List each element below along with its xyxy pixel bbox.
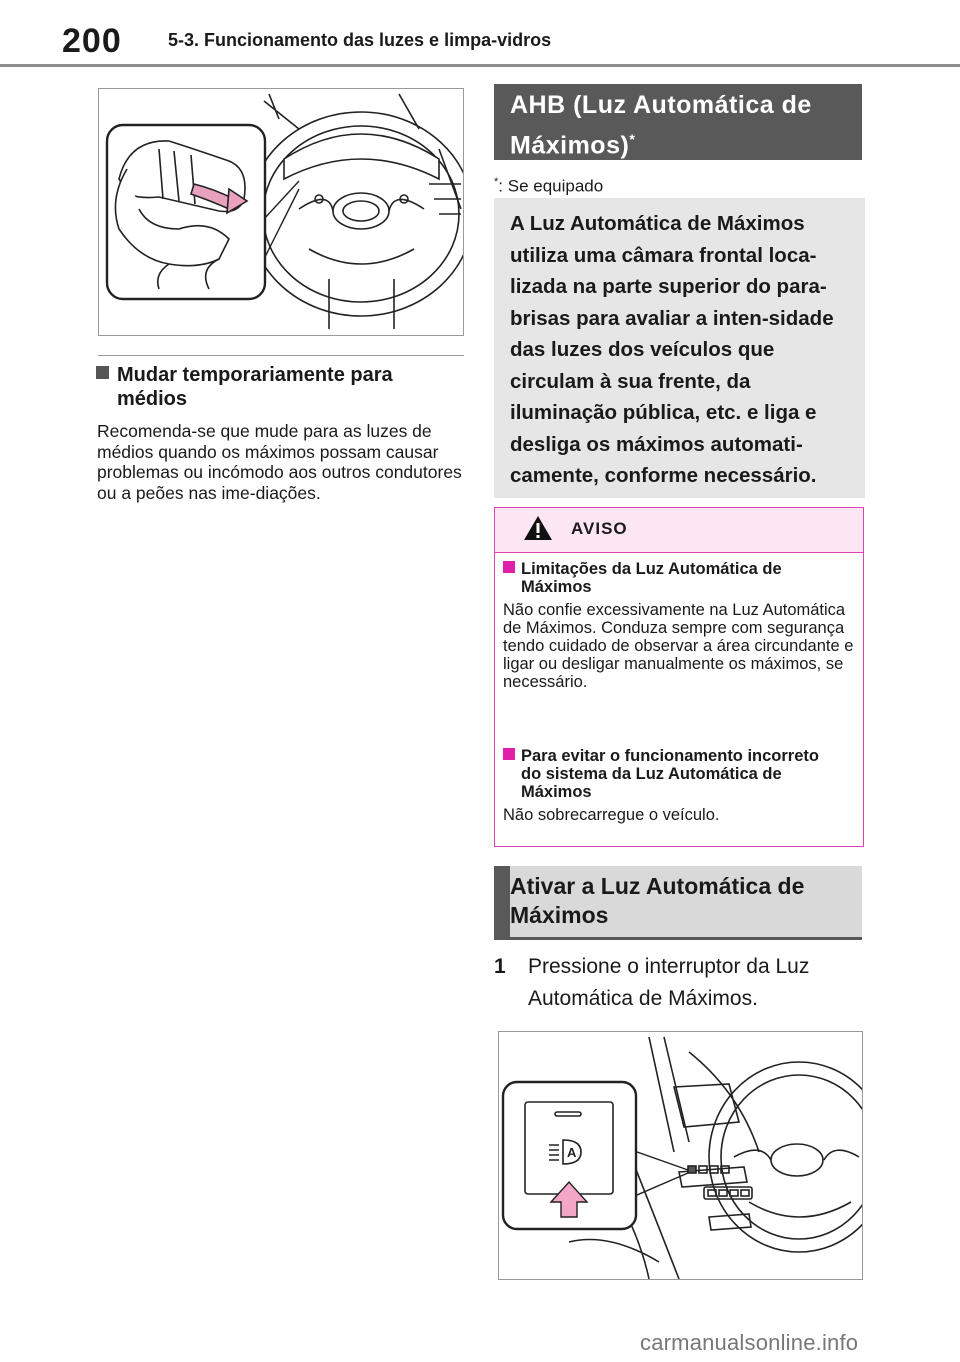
magenta-bullet-icon (503, 748, 515, 760)
footnote-text: : Se equipado (498, 176, 604, 196)
activate-section-title: Ativar a Luz Automática de Máximos (510, 873, 805, 928)
square-bullet-icon (96, 366, 109, 379)
section-header-title: 5-3. Funcionamento das luzes e limpa-vidros (168, 30, 552, 50)
ahb-switch-illustration (498, 1031, 863, 1280)
intro-box (494, 198, 865, 498)
warning-label: AVISO (571, 519, 628, 538)
equipped-marker: * (629, 131, 636, 147)
separator-line (98, 355, 464, 356)
warning-item-body: Não confie excessivamente na Luz Automática de Máximos. Conduza sempre com segurança tendo cuidado de observar a área circundante e ligar ou desligar manualmente os máximos, se necessário. (503, 601, 854, 691)
warning-triangle-icon (523, 514, 553, 542)
intro-text: A Luz Automática de Máximos utiliza uma câmara frontal loca-lizada na parte superior do para-brisas para avaliar a inten-sidade das luzes dos veículos que circulam à sua frente, da iluminação pública, etc. e liga e desliga os máximos automati-camente, conforme necessário. (510, 212, 834, 487)
step-number: 1 (494, 955, 506, 978)
subsection-heading-text: Mudar temporariamente para médios (117, 364, 393, 410)
footnote (494, 176, 603, 197)
warning-header (495, 508, 863, 553)
watermark: carmanualsonline.info (640, 1330, 859, 1355)
activate-section-banner (494, 866, 862, 940)
step-text: Pressione o interruptor da Luz Automática de Máximos. (528, 955, 810, 1010)
warning-item (503, 747, 855, 824)
magenta-bullet-icon (503, 561, 515, 573)
ahb-title-banner (494, 84, 862, 160)
warning-item-heading: Para evitar o funcionamento incorreto do sistema da Luz Automática de Máximos (521, 747, 819, 801)
warning-item-body: Não sobrecarregue o veículo. (503, 806, 720, 824)
switch-symbol-letter: A (567, 1145, 577, 1160)
lever-illustration (98, 88, 464, 336)
ahb-title-text: AHB (Luz Automática de Máximos) (510, 91, 812, 160)
warning-item (503, 560, 855, 691)
step-1 (494, 951, 864, 1015)
header-rule (0, 64, 960, 67)
subsection-heading (96, 363, 456, 411)
warning-item-heading: Limitações da Luz Automática de Máximos (521, 560, 782, 596)
footnote-marker: * (494, 176, 499, 188)
warning-box (494, 507, 864, 847)
page-number: 200 (62, 22, 122, 60)
subsection-body: Recomenda-se que mude para as luzes de médios quando os máximos possam causar problemas ou incómodo aos outros condutores ou a peões nas ime-diações. (97, 421, 462, 503)
